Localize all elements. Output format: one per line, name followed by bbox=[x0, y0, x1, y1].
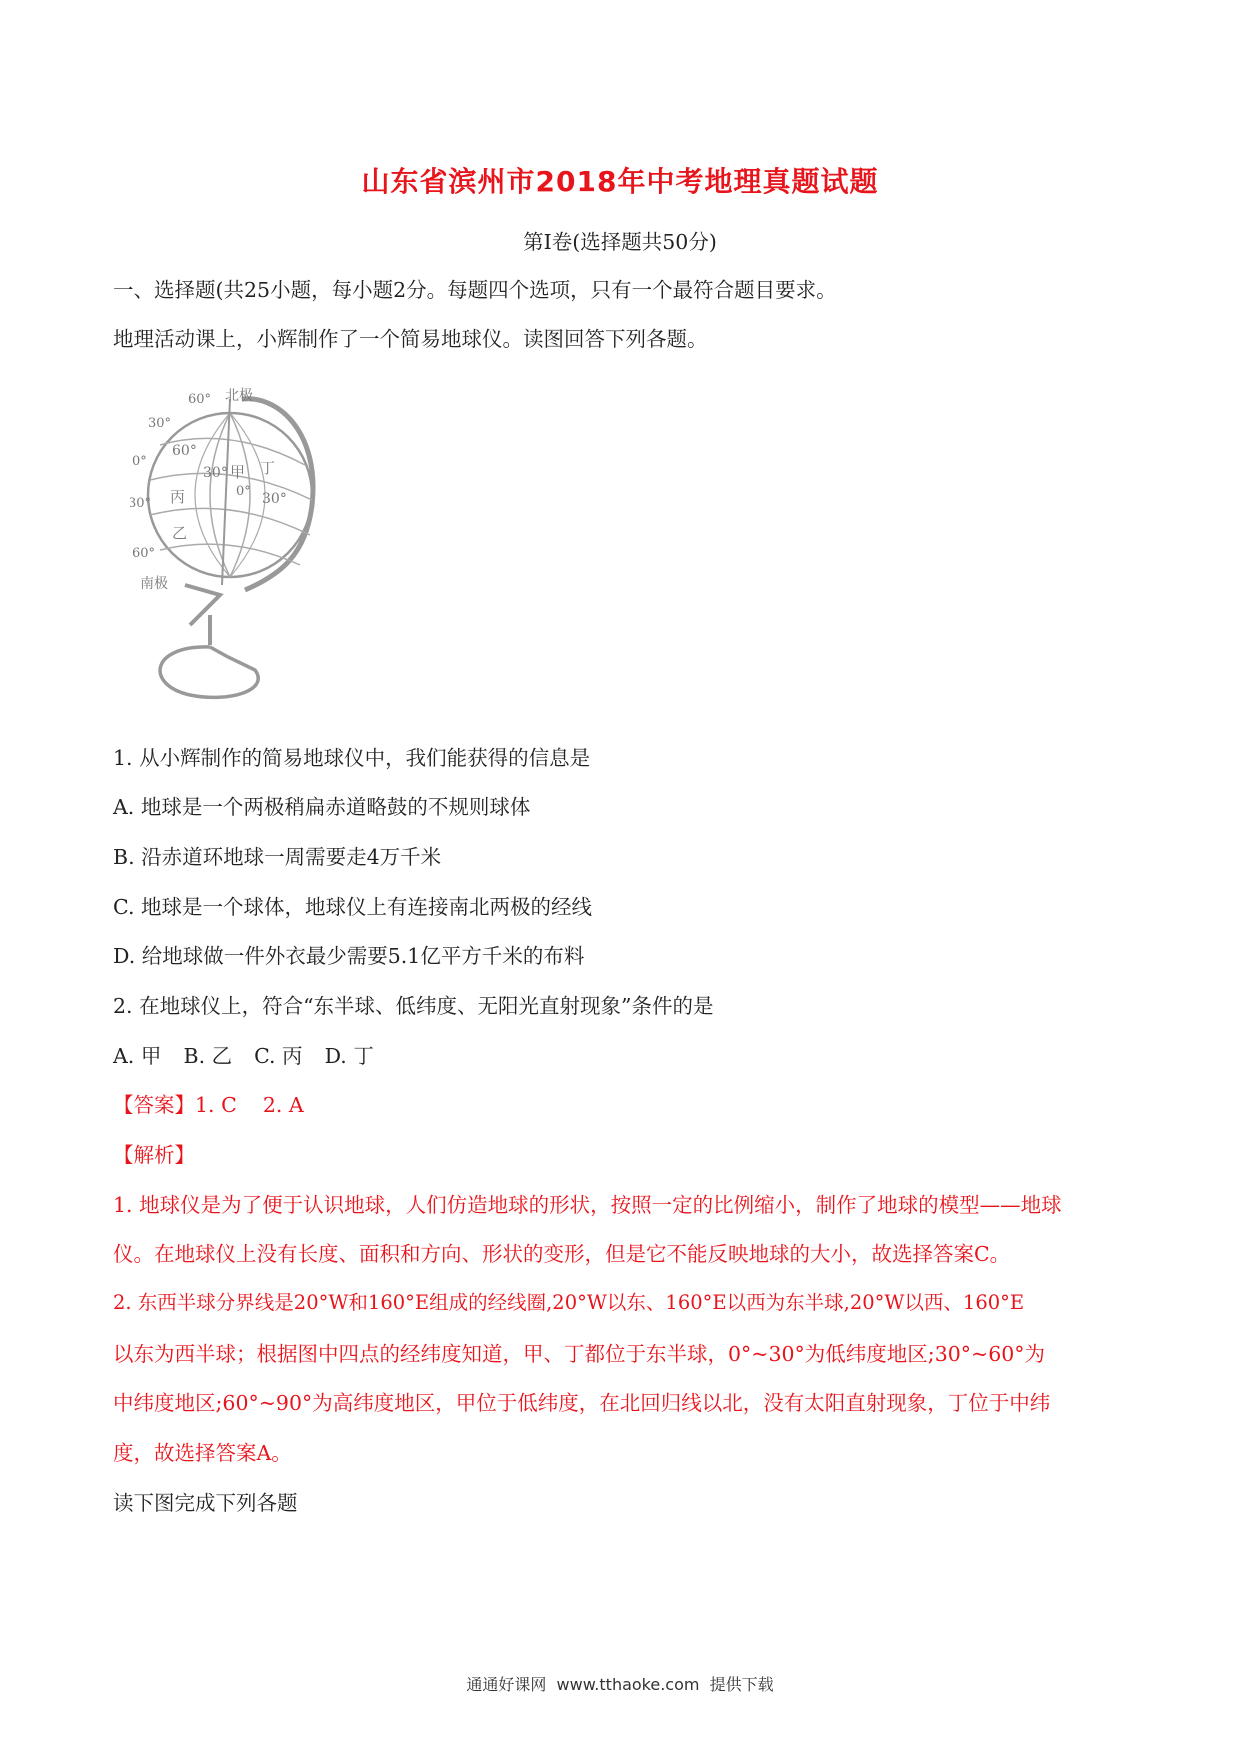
question-2-option-a: A. 甲 bbox=[113, 1044, 162, 1068]
globe-figure bbox=[130, 385, 360, 725]
instruction-text: 一、选择题(共25小题，每小题2分。每题四个选项，只有一个最符合题目要求。 bbox=[113, 278, 837, 302]
answer-label: 【答案】 bbox=[113, 1093, 195, 1117]
globe-inner-label: 30° bbox=[262, 491, 287, 507]
globe-inner-label: 0° bbox=[236, 484, 251, 499]
question-1-option-d: D. 给地球做一件外衣最少需要5.1亿平方千米的布料 bbox=[113, 944, 585, 968]
globe-inner-label: 30° bbox=[203, 465, 228, 481]
question-2-option-b: B. 乙 bbox=[183, 1044, 233, 1068]
lat-label: 30° bbox=[148, 416, 172, 431]
answer-line bbox=[113, 1088, 304, 1118]
question-2-stem: 2. 在地球仪上，符合“东半球、低纬度、无阳光直射现象”条件的是 bbox=[113, 994, 714, 1018]
analysis-line: 1. 地球仪是为了便于认识地球，人们仿造地球的形状，按照一定的比例缩小，制作了地球的模型——地球 bbox=[113, 1193, 1062, 1217]
north-pole-label: 北极 bbox=[225, 388, 253, 404]
analysis-label: 【解析】 bbox=[113, 1143, 195, 1167]
lat-label: 0° bbox=[132, 454, 147, 469]
document-title: 山东省滨州市2018年中考地理真题试题 bbox=[361, 165, 879, 198]
globe-inner-label: 60° bbox=[172, 443, 197, 459]
lat-label: 30° bbox=[130, 496, 152, 511]
question-1-option-b: B. 沿赤道环地球一周需要走4万千米 bbox=[113, 845, 442, 869]
next-intro-text: 读下图完成下列各题 bbox=[113, 1491, 298, 1515]
point-bing-label: 丙 bbox=[170, 488, 186, 506]
point-jia-label: 甲 bbox=[230, 463, 246, 481]
question-1-option-c: C. 地球是一个球体，地球仪上有连接南北两极的经线 bbox=[113, 895, 592, 919]
answer-text: 1. C 2. A bbox=[195, 1093, 304, 1117]
question-1-option-a: A. 地球是一个两极稍扁赤道略鼓的不规则球体 bbox=[113, 795, 531, 819]
intro-text: 地理活动课上，小辉制作了一个简易地球仪。读图回答下列各题。 bbox=[113, 327, 708, 351]
point-ding-label: 丁 bbox=[260, 459, 276, 477]
analysis-line: 仪。在地球仪上没有长度、面积和方向、形状的变形，但是它不能反映地球的大小，故选择答案C。 bbox=[113, 1242, 1011, 1266]
question-1-stem: 1. 从小辉制作的简易地球仪中，我们能获得的信息是 bbox=[113, 746, 591, 770]
question-2-options bbox=[113, 1039, 374, 1069]
analysis-line: 度，故选择答案A。 bbox=[113, 1441, 292, 1465]
south-pole-label: 南极 bbox=[140, 576, 168, 592]
question-2-option-c: C. 丙 bbox=[254, 1044, 303, 1068]
analysis-line: 2. 东西半球分界线是20°W和160°E组成的经线圈,20°W以东、160°E以西为东半球,20°W以西、160°E bbox=[113, 1291, 1025, 1314]
page-footer: 通通好课网 www.tthaoke.com 提供下载 bbox=[466, 1675, 774, 1694]
analysis-line: 中纬度地区;60°~90°为高纬度地区，甲位于低纬度，在北回归线以北，没有太阳直射现象，丁位于中纬 bbox=[113, 1391, 1051, 1415]
lat-label: 60° bbox=[188, 392, 212, 407]
question-2-option-d: D. 丁 bbox=[324, 1044, 374, 1068]
section-heading: 第Ⅰ卷(选择题共50分) bbox=[523, 230, 717, 254]
analysis-line: 以东为西半球；根据图中四点的经纬度知道，甲、丁都位于东半球，0°~30°为低纬度地区;30°~60°为 bbox=[113, 1342, 1046, 1366]
lat-label: 60° bbox=[132, 546, 156, 561]
point-yi-label: 乙 bbox=[172, 524, 188, 542]
